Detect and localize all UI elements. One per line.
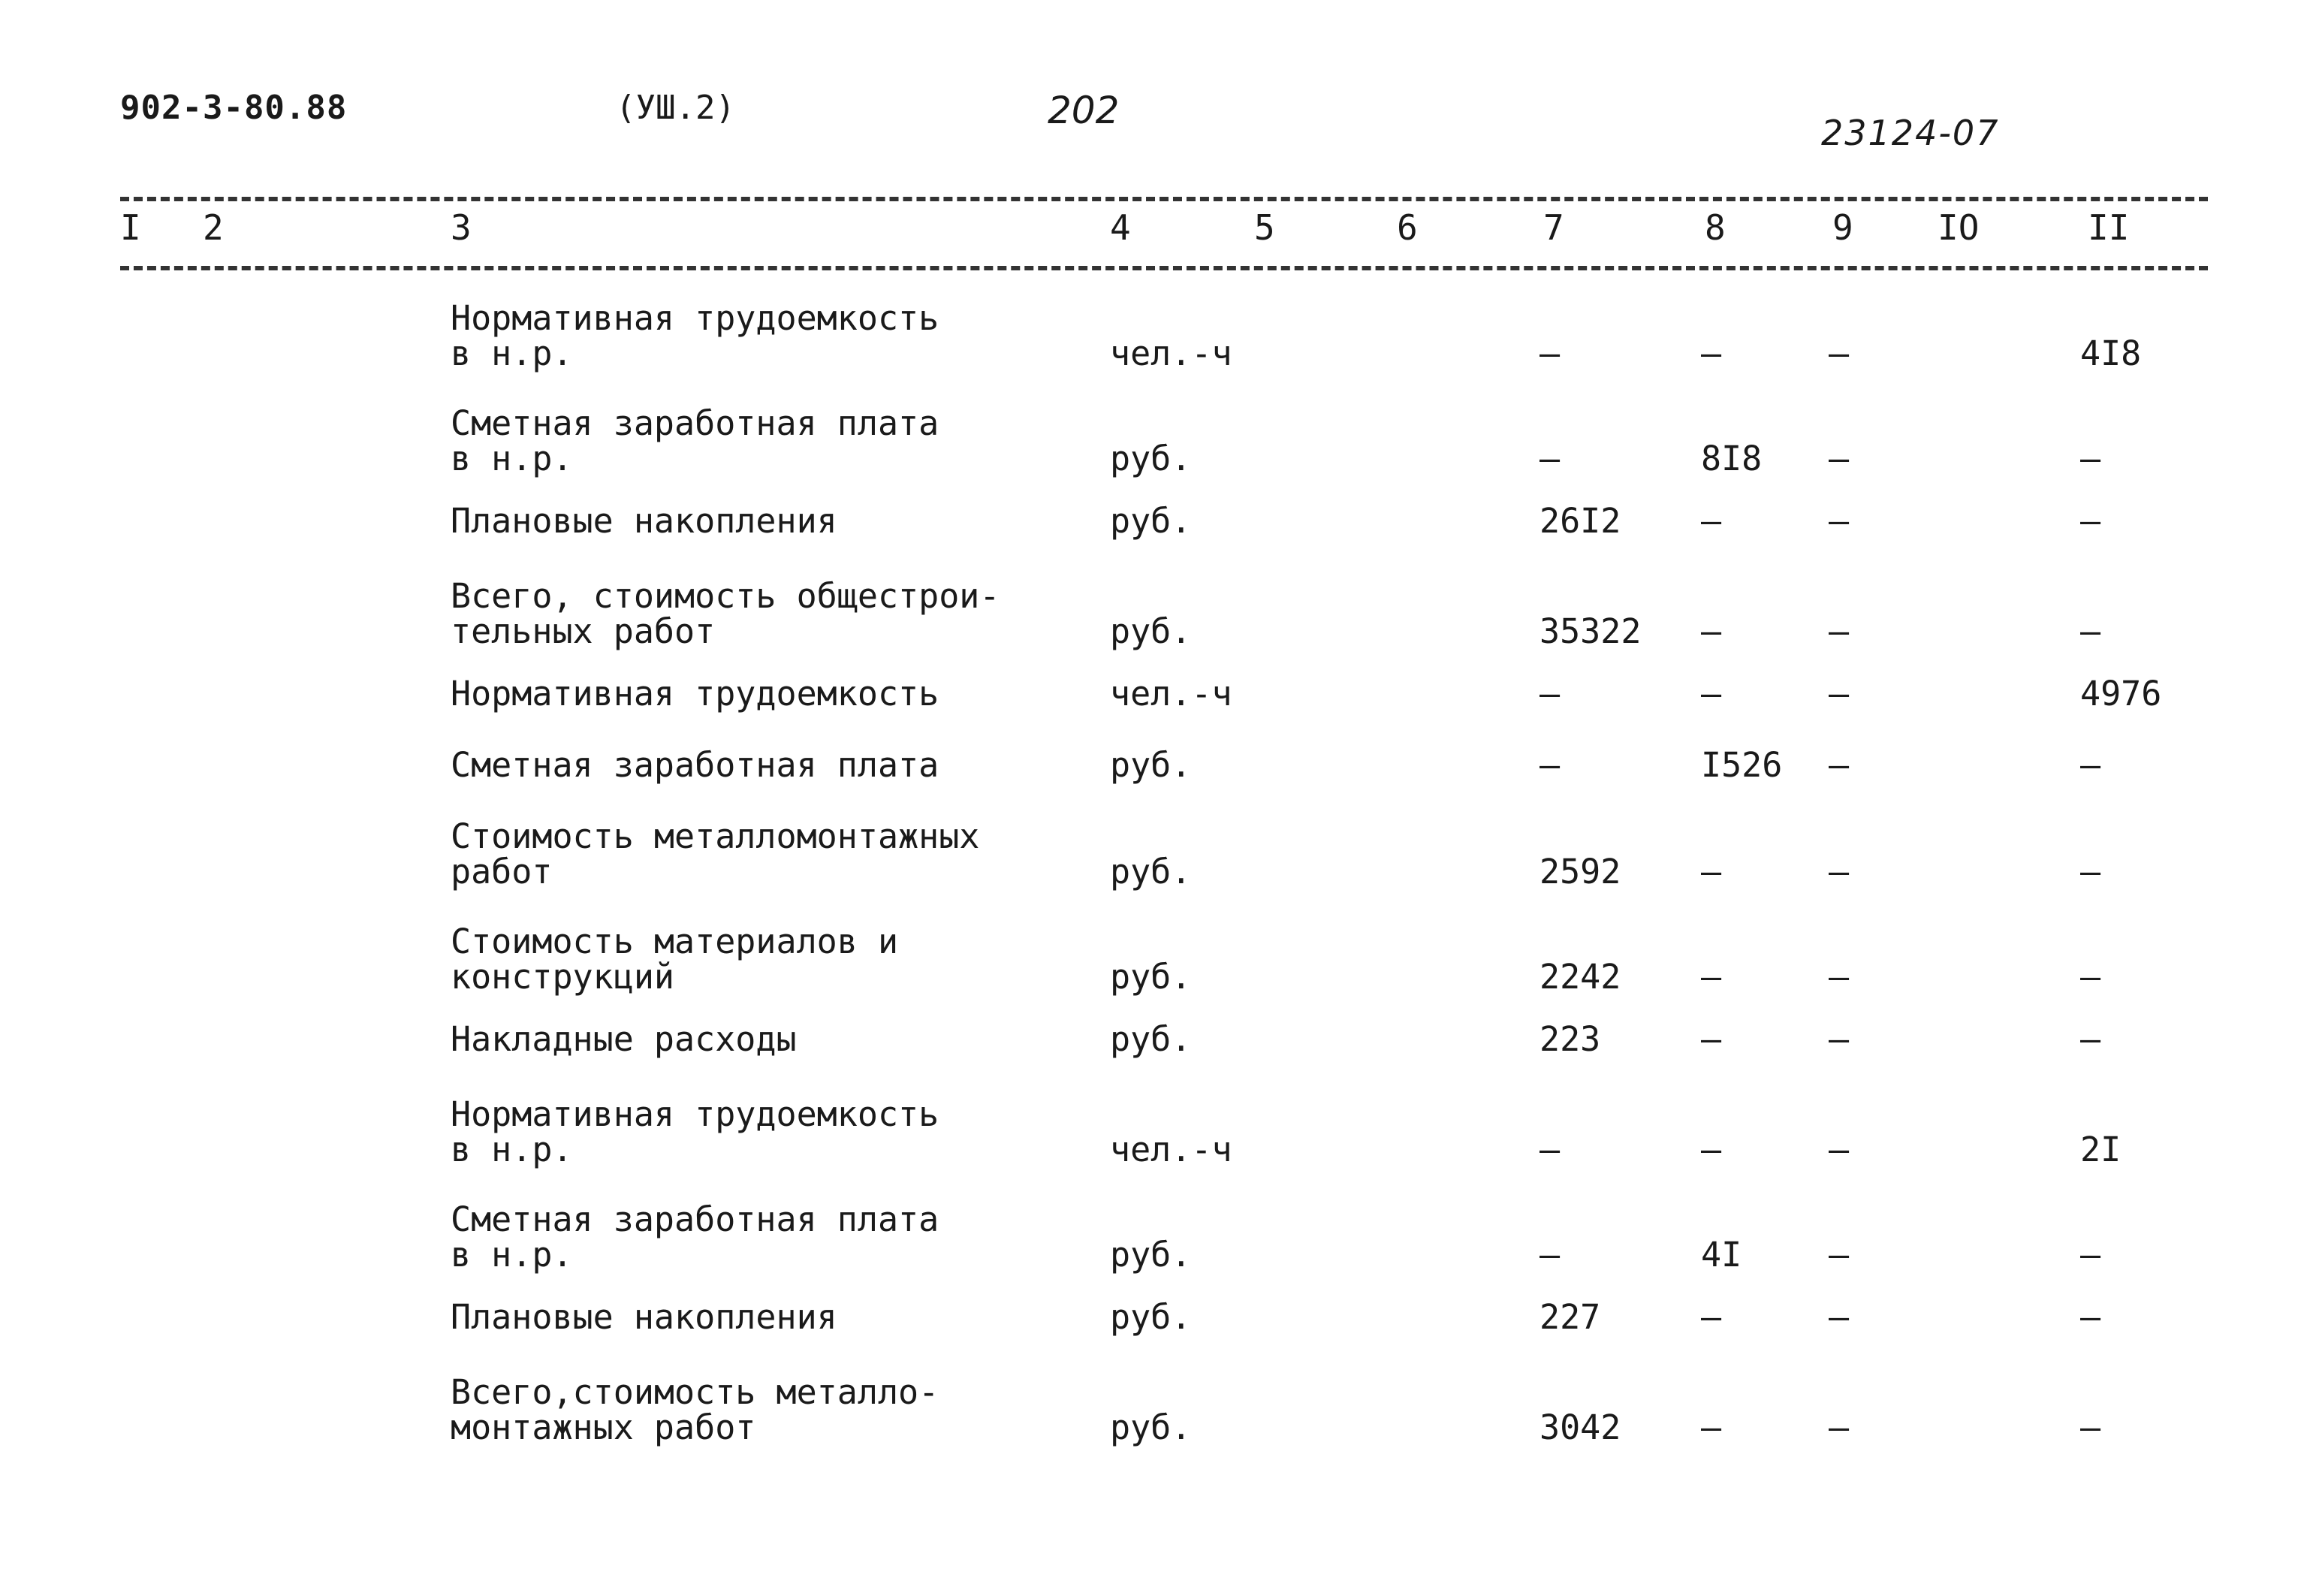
unit-cell: руб. — [1110, 745, 1192, 785]
column-8-value: – — [1701, 674, 1722, 714]
column-7-value: 35322 — [1540, 611, 1642, 651]
column-8-value: – — [1701, 1019, 1722, 1059]
column-9-value: – — [1829, 1130, 1850, 1169]
column-11-value: – — [2080, 1235, 2101, 1275]
column-9-value: – — [1829, 1235, 1850, 1275]
column-9-value: – — [1829, 852, 1850, 892]
column-number: 3 — [451, 207, 472, 248]
unit-cell: чел.-ч — [1110, 333, 1232, 373]
column-7-value: – — [1540, 674, 1561, 714]
column-7-value: – — [1540, 439, 1561, 478]
column-9-value: – — [1829, 611, 1850, 651]
row-description: Нормативная трудоемкость — [451, 674, 939, 714]
column-7-value: 3042 — [1540, 1407, 1621, 1447]
column-9-value: – — [1829, 501, 1850, 541]
row-description: Сметная заработная плата в н.р. — [451, 1199, 939, 1275]
column-11-value: 4I8 — [2080, 333, 2142, 373]
archive-number: 23124-07 — [1821, 113, 2000, 153]
column-7-value: 223 — [1540, 1019, 1601, 1059]
column-8-value: – — [1701, 957, 1722, 997]
column-7-value: 227 — [1540, 1297, 1601, 1337]
row-description: Накладные расходы — [451, 1019, 797, 1059]
unit-cell: чел.-ч — [1110, 1130, 1232, 1169]
column-number: 9 — [1832, 207, 1853, 248]
column-7-value: – — [1540, 1130, 1561, 1169]
column-number: IO — [1938, 207, 1980, 248]
column-number: 5 — [1254, 207, 1275, 248]
column-11-value: 2I — [2080, 1130, 2122, 1169]
document-code: 902-3-80.88 — [120, 89, 348, 127]
column-11-value: – — [2080, 501, 2101, 541]
column-number: 8 — [1705, 207, 1726, 248]
header-top-rule — [120, 197, 2208, 201]
column-number: I — [120, 207, 141, 248]
column-9-value: – — [1829, 957, 1850, 997]
column-9-value: – — [1829, 674, 1850, 714]
row-description: Плановые накопления — [451, 501, 837, 541]
column-number: 6 — [1397, 207, 1418, 248]
unit-cell: чел.-ч — [1110, 674, 1232, 714]
unit-cell: руб. — [1110, 501, 1192, 541]
column-7-value: 2592 — [1540, 852, 1621, 892]
column-9-value: – — [1829, 333, 1850, 373]
column-9-value: – — [1829, 1297, 1850, 1337]
column-8-value: 4I — [1701, 1235, 1742, 1275]
row-description: Всего,стоимость металло- монтажных работ — [451, 1372, 939, 1447]
column-number: 4 — [1110, 207, 1131, 248]
column-11-value: – — [2080, 1407, 2101, 1447]
column-8-value: 8I8 — [1701, 439, 1763, 478]
unit-cell: руб. — [1110, 439, 1192, 478]
column-8-value: – — [1701, 852, 1722, 892]
column-11-value: 4976 — [2080, 674, 2162, 714]
row-description: Всего, стоимость общестрои- тельных работ — [451, 576, 1000, 651]
column-7-value: 2242 — [1540, 957, 1621, 997]
column-8-value: – — [1701, 501, 1722, 541]
row-description: Сметная заработная плата в н.р. — [451, 403, 939, 478]
row-description: Нормативная трудоемкость в н.р. — [451, 1094, 939, 1169]
column-9-value: – — [1829, 439, 1850, 478]
column-7-value: – — [1540, 333, 1561, 373]
column-number: 2 — [203, 207, 224, 248]
row-description: Плановые накопления — [451, 1297, 837, 1337]
column-number: 7 — [1543, 207, 1564, 248]
column-9-value: – — [1829, 1019, 1850, 1059]
column-11-value: – — [2080, 1297, 2101, 1337]
column-8-value: – — [1701, 611, 1722, 651]
column-11-value: – — [2080, 611, 2101, 651]
column-9-value: – — [1829, 1407, 1850, 1447]
page-number: 202 — [1048, 89, 1120, 132]
unit-cell: руб. — [1110, 1019, 1192, 1059]
column-8-value: – — [1701, 333, 1722, 373]
unit-cell: руб. — [1110, 852, 1192, 892]
column-11-value: – — [2080, 439, 2101, 478]
unit-cell: руб. — [1110, 611, 1192, 651]
column-9-value: – — [1829, 745, 1850, 785]
unit-cell: руб. — [1110, 1407, 1192, 1447]
sheet-reference: (УШ.2) — [616, 89, 735, 127]
row-description: Стоимость металломонтажных работ — [451, 816, 980, 892]
header-bottom-rule — [120, 266, 2208, 270]
unit-cell: руб. — [1110, 1235, 1192, 1275]
row-description: Нормативная трудоемкость в н.р. — [451, 298, 939, 373]
column-7-value: – — [1540, 745, 1561, 785]
unit-cell: руб. — [1110, 1297, 1192, 1337]
unit-cell: руб. — [1110, 957, 1192, 997]
column-7-value: 26I2 — [1540, 501, 1621, 541]
column-11-value: – — [2080, 957, 2101, 997]
column-11-value: – — [2080, 745, 2101, 785]
column-11-value: – — [2080, 852, 2101, 892]
column-7-value: – — [1540, 1235, 1561, 1275]
column-8-value: – — [1701, 1407, 1722, 1447]
column-8-value: I526 — [1701, 745, 1783, 785]
column-11-value: – — [2080, 1019, 2101, 1059]
row-description: Стоимость материалов и конструкций — [451, 922, 899, 997]
column-number: II — [2088, 207, 2130, 248]
row-description: Сметная заработная плата — [451, 745, 939, 785]
column-8-value: – — [1701, 1297, 1722, 1337]
column-8-value: – — [1701, 1130, 1722, 1169]
